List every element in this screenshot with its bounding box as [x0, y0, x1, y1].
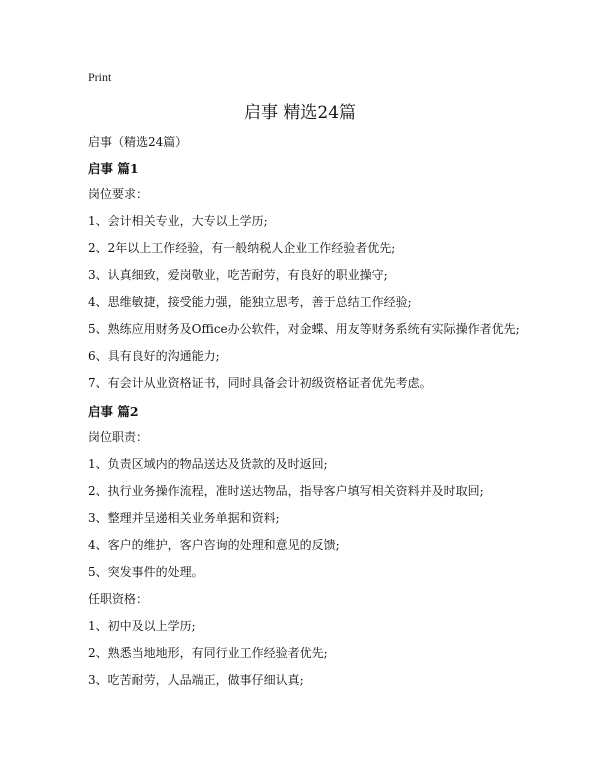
list-item: 1、会计相关专业，大专以上学历;: [88, 214, 268, 228]
list-item: 3、整理并呈递相关业务单据和资料;: [88, 511, 280, 525]
list-item: 3、吃苦耐劳，人品端正，做事仔细认真;: [88, 673, 304, 687]
list-item: 6、具有良好的沟通能力;: [88, 349, 220, 363]
document-subtitle: 启事（精选24篇）: [88, 135, 188, 149]
section-heading-1: 启事 篇1: [88, 161, 139, 176]
section-heading-2: 启事 篇2: [88, 404, 139, 419]
list-item: 5、熟练应用财务及Office办公软件，对金蝶、用友等财务系统有实际操作者优先;: [88, 322, 520, 336]
print-link[interactable]: Print: [88, 70, 112, 84]
list-item: 3、认真细致，爱岗敬业，吃苦耐劳，有良好的职业操守;: [88, 268, 388, 282]
list-item: 7、有会计从业资格证书，同时具备会计初级资格证者优先考虑。: [88, 376, 432, 390]
list-item: 1、初中及以上学历;: [88, 619, 196, 633]
block-label: 任职资格：: [88, 592, 149, 606]
block-label: 岗位要求：: [88, 187, 149, 201]
list-item: 1、负责区域内的物品送达及货款的及时返回;: [88, 457, 328, 471]
page-title: 启事 精选24篇: [243, 103, 357, 123]
list-item: 2、执行业务操作流程，准时送达物品，指导客户填写相关资料并及时取回;: [88, 484, 484, 498]
block-label: 岗位职责：: [88, 430, 149, 444]
list-item: 5、突发事件的处理。: [88, 565, 204, 579]
list-item: 2、熟悉当地地形，有同行业工作经验者优先;: [88, 646, 328, 660]
list-item: 4、思维敏捷，接受能力强，能独立思考，善于总结工作经验;: [88, 295, 412, 309]
list-item: 4、客户的维护，客户咨询的处理和意见的反馈;: [88, 538, 340, 552]
list-item: 2、2年以上工作经验，有一般纳税人企业工作经验者优先;: [88, 241, 396, 255]
